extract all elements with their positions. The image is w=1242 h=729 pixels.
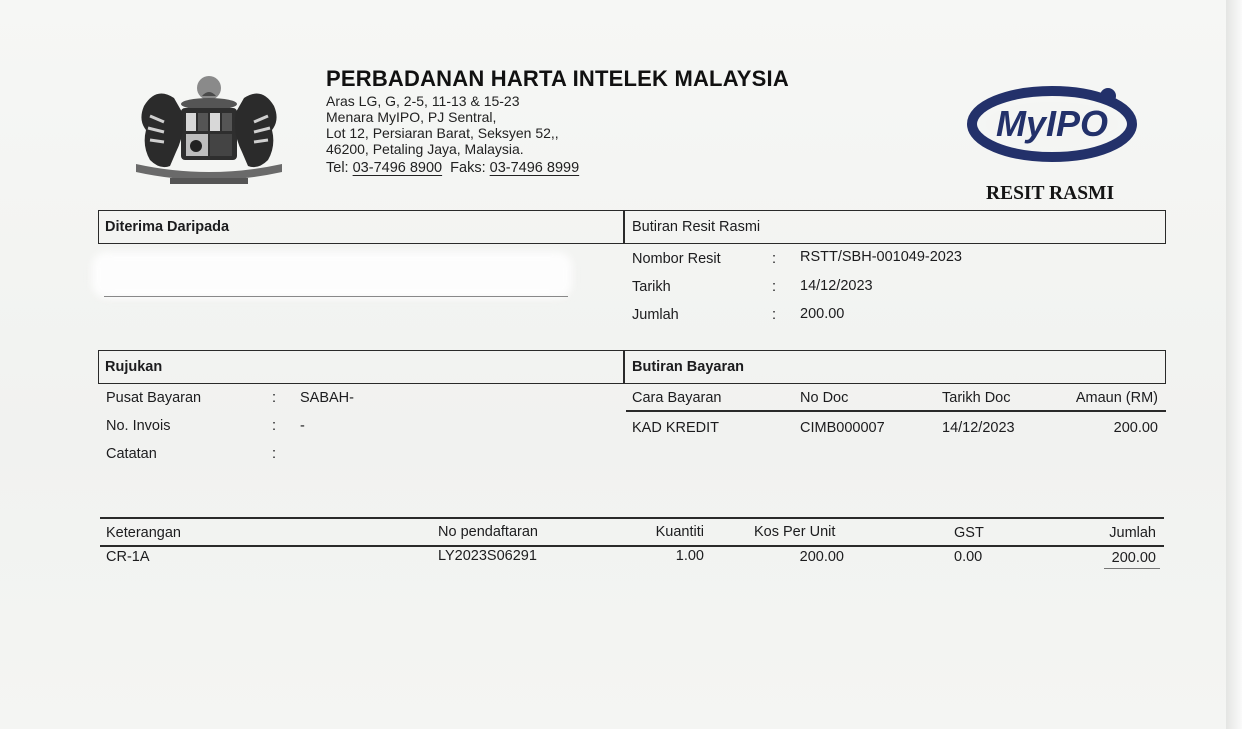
item-description: CR-1A <box>106 549 150 565</box>
organization-name: PERBADANAN HARTA INTELEK MALAYSIA <box>326 66 789 91</box>
invoice-value: - <box>300 418 305 434</box>
coat-of-arms-emblem <box>126 66 292 190</box>
payment-docdate-value: 14/12/2023 <box>942 420 1015 436</box>
paper-edge <box>1226 0 1242 729</box>
items-col-quantity: Kuantiti <box>655 524 704 540</box>
box-divider <box>623 351 625 383</box>
header-box-middle <box>98 350 1166 384</box>
payment-col-amount: Amaun (RM) <box>1075 390 1158 406</box>
receipt-number-sep: : <box>772 251 777 267</box>
payment-col-method: Cara Bayaran <box>632 390 722 406</box>
receipt-amount-value: 200.00 <box>800 306 845 322</box>
box-divider <box>623 211 625 243</box>
myipo-logo <box>966 84 1138 164</box>
payer-underline <box>104 296 568 297</box>
fax-number: 03-7496 8999 <box>489 160 580 176</box>
item-registration: LY2023S06291 <box>438 548 537 564</box>
items-top-rule <box>100 517 1164 519</box>
items-col-description: Keterangan <box>106 525 181 541</box>
tel-label: Tel: <box>326 160 349 176</box>
payment-col-docno: No Doc <box>800 390 849 406</box>
payment-col-docdate: Tarikh Doc <box>942 390 1011 406</box>
redacted-payer-name <box>92 252 572 298</box>
receipt-date-value: 14/12/2023 <box>800 278 873 294</box>
payment-center-label: Pusat Bayaran <box>106 390 202 406</box>
address-line-2: Menara MyIPO, PJ Sentral, <box>326 109 497 125</box>
total-underline <box>1104 568 1160 569</box>
invoice-label: No. Invois <box>106 418 171 434</box>
item-quantity: 1.00 <box>675 548 704 564</box>
payment-details-heading: Butiran Bayaran <box>632 359 745 375</box>
address-line-1: Aras LG, G, 2-5, 11-13 & 15-23 <box>326 93 520 109</box>
receipt-amount-label: Jumlah <box>632 307 679 323</box>
contact-line <box>326 160 579 176</box>
fax-label: Faks: <box>450 160 486 176</box>
payment-center-value: SABAH- <box>300 390 354 406</box>
tel-number: 03-7496 8900 <box>352 160 443 176</box>
header-box-top <box>98 210 1166 244</box>
payment-center-sep: : <box>272 390 277 406</box>
items-col-gst: GST <box>954 525 984 541</box>
items-col-total: Jumlah <box>1109 525 1156 541</box>
address-line-4: 46200, Petaling Jaya, Malaysia. <box>326 141 524 157</box>
receipt-number-value: RSTT/SBH-001049-2023 <box>800 249 962 265</box>
item-total: 200.00 <box>1111 550 1156 566</box>
notes-sep: : <box>272 446 277 462</box>
item-gst: 0.00 <box>954 549 983 565</box>
logo-text: MyIPO <box>995 103 1109 144</box>
received-from-heading: Diterima Daripada <box>105 219 230 235</box>
receipt-amount-sep: : <box>772 307 777 323</box>
document-title: RESIT RASMI <box>986 183 1115 204</box>
receipt-details-heading: Butiran Resit Rasmi <box>632 219 761 235</box>
payment-amount-value: 200.00 <box>1113 420 1158 436</box>
receipt-date-label: Tarikh <box>632 279 671 295</box>
receipt-date-sep: : <box>772 279 777 295</box>
invoice-sep: : <box>272 418 277 434</box>
reference-heading: Rujukan <box>105 359 163 375</box>
payment-method-value: KAD KREDIT <box>632 420 720 436</box>
item-unit-cost: 200.00 <box>799 549 844 565</box>
items-col-registration: No pendaftaran <box>438 524 538 540</box>
payment-header-rule <box>626 410 1166 412</box>
items-header-rule <box>100 545 1164 547</box>
receipt-number-label: Nombor Resit <box>632 251 721 267</box>
payment-docno-value: CIMB000007 <box>800 420 885 436</box>
notes-label: Catatan <box>106 446 157 462</box>
address-line-3: Lot 12, Persiaran Barat, Seksyen 52,, <box>326 125 559 141</box>
items-col-unit-cost: Kos Per Unit <box>754 524 836 540</box>
